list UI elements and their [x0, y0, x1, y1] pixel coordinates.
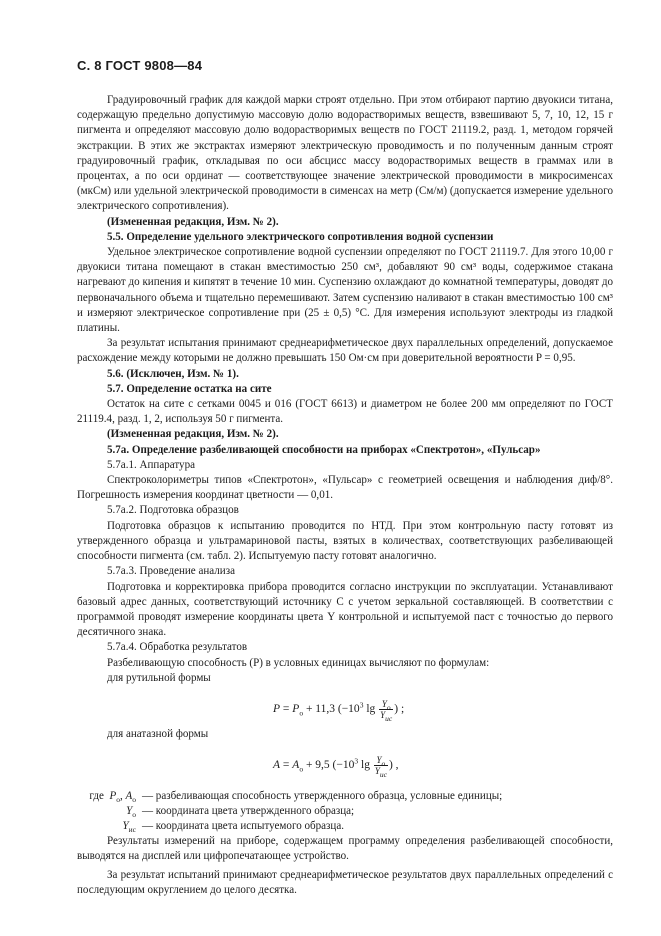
paragraph-5-7: Остаток на сите с сетками 0045 и 016 (ГОСТ 6613) и диаметром не более 200 мм определяют по ГОСТ 21119.4, разд. 1, 2, используя 50 г пигмента.: [77, 398, 613, 426]
paragraph-5-7a-4: Разбеливающую способность (P) в условных единицах вычисляют по формулам:: [107, 656, 490, 669]
subsection-5-7a-4: 5.7а.4. Обработка результатов: [107, 641, 248, 654]
subsection-5-7a-2: 5.7а.2. Подготовка образцов: [107, 504, 239, 517]
formula-rutile: $P = P_o + 11,3$ ($-10^3$ lg $\frac{Y_o}{Y_{ис}}$ ) ;: [273, 698, 405, 723]
section-5-7-heading: 5.7. Определение остатка на сите: [107, 382, 272, 395]
where-label: где: [89, 790, 104, 803]
legend-line-3: — координата цвета испытуемого образца.: [142, 820, 344, 833]
paragraph-5-5-result: За результат испытания принимают среднеарифметическое двух параллельных определений, допускаемое расхождение между которыми не должно превышать 150 Ом·см при доверительной вероятности P = 0,95.: [77, 337, 613, 365]
rutile-form-label: для рутильной формы: [107, 671, 211, 684]
paragraph-5-7a-2: Подготовка образцов к испытанию проводится по НТД. При этом контрольную пасту готовят из утвержденного образца и ультрамариновой пасты, взятых в количествах, соответствующих разбеливающей способности пигмента (см. табл. 2). Испытуемую пасту готовят аналогично.: [77, 519, 613, 563]
subsection-5-7a-1: 5.7а.1. Аппаратура: [107, 458, 195, 471]
edition-note-1: (Измененная редакция, Изм. № 2).: [107, 215, 279, 228]
section-5-6-heading: 5.6. (Исключен, Изм. № 1).: [107, 367, 239, 380]
anatase-form-label: для анатазной формы: [107, 727, 209, 740]
document-body: [77, 93, 613, 898]
paragraph-results-final: За результат испытаний принимают среднеарифметическое результатов двух параллельных определений с последующим округлением до целого десятка.: [77, 868, 613, 896]
section-5-7a-heading: 5.7а. Определение разбеливающей способности на приборах «Спектротон», «Пульсар»: [107, 443, 541, 456]
variable-legend: где $P_o$, $A_o$ — разбеливающая способность утвержденного образца, условные единицы; $Y_o$ — координата цвета утвержденного образца; $Y_{ис}$ — координата цвета испытуемого образца.: [77, 789, 613, 834]
formula-anatase: $A = A_o + 9,5$ ($-10^3$ lg $\frac{Y_o}{Y_{ис}}$ ) ,: [273, 755, 399, 779]
edition-note-2: (Измененная редакция, Изм. № 2).: [107, 428, 279, 441]
paragraph-5-7a-3: Подготовка и корректировка прибора проводится согласно инструкции по эксплуатации. Устанавливают базовый адрес данных, соответствующий источнику С с учетом зеркальной составляющей. В соответствии с программой проводят измерение координаты цвета Y контрольной и испытуемой паст с точностью до первого десятичного знака.: [77, 580, 613, 639]
paragraph-5-5-method: Удельное электрическое сопротивление водной суспензии определяют по ГОСТ 21119.7. Для этого 10,00 г двуокиси титана помещают в стакан вместимостью 250 см³, добавляют 90 см³ воды, содержимое стакана нагревают до кипения и кипятят в течение 10 мин. Суспензию охлаждают до комнатной температуры, доводят до первоначального объема и тщательно перемешивают. Затем суспензию наливают в стакан вместимостью 100 см³ и измеряют электрическое сопротивление при (25 ± 0,5) °С. Для измерения используют электроды из гладкой платины.: [77, 246, 613, 335]
paragraph-5-7a-1: Спектроколориметры типов «Спектротон», «Пульсар» с геометрией освещения и наблюдения диф/8°. Погрешность измерения координат цветности — 0,01.: [77, 474, 613, 502]
section-5-5-heading: 5.5. Определение удельного электрического сопротивления водной суспензии: [107, 230, 494, 243]
page-header: С. 8 ГОСТ 9808—84: [77, 58, 203, 73]
legend-line-1: — разбеливающая способность утвержденного образца, условные единицы;: [142, 790, 503, 803]
paragraph-results-device: Результаты измерений на приборе, содержащем программу определения разбеливающей способности, выводятся на дисплей или цифропечатающее устройство.: [77, 835, 613, 863]
legend-line-2: — координата цвета утвержденного образца;: [142, 805, 355, 818]
subsection-5-7a-3: 5.7а.3. Проведение анализа: [107, 565, 235, 578]
paragraph-calibration: Градуировочный график для каждой марки строят отдельно. При этом отбирают партию двуокиси титана, содержащую предельно допустимую массовую долю водорастворимых веществ, взвешивают 5, 7, 10, 12, 15 г пигмента и определяют массовую долю водорастворимых веществ по ГОСТ 21119.2, разд. 1, методом горячей экстракции. В этих же экстрактах измеряют электрическую проводимость и по полученным данным строят градуировочный график, откладывая по оси абсцисс массу водорастворимых веществ в граммах или в процентах, а по оси ординат — соответствующее значение электрической проводимости в микросименсах (мкСм) или удельной электрической проводимости в сименсах на метр (См/м) (допускается измерение удельного электрического сопротивления).: [77, 94, 613, 213]
